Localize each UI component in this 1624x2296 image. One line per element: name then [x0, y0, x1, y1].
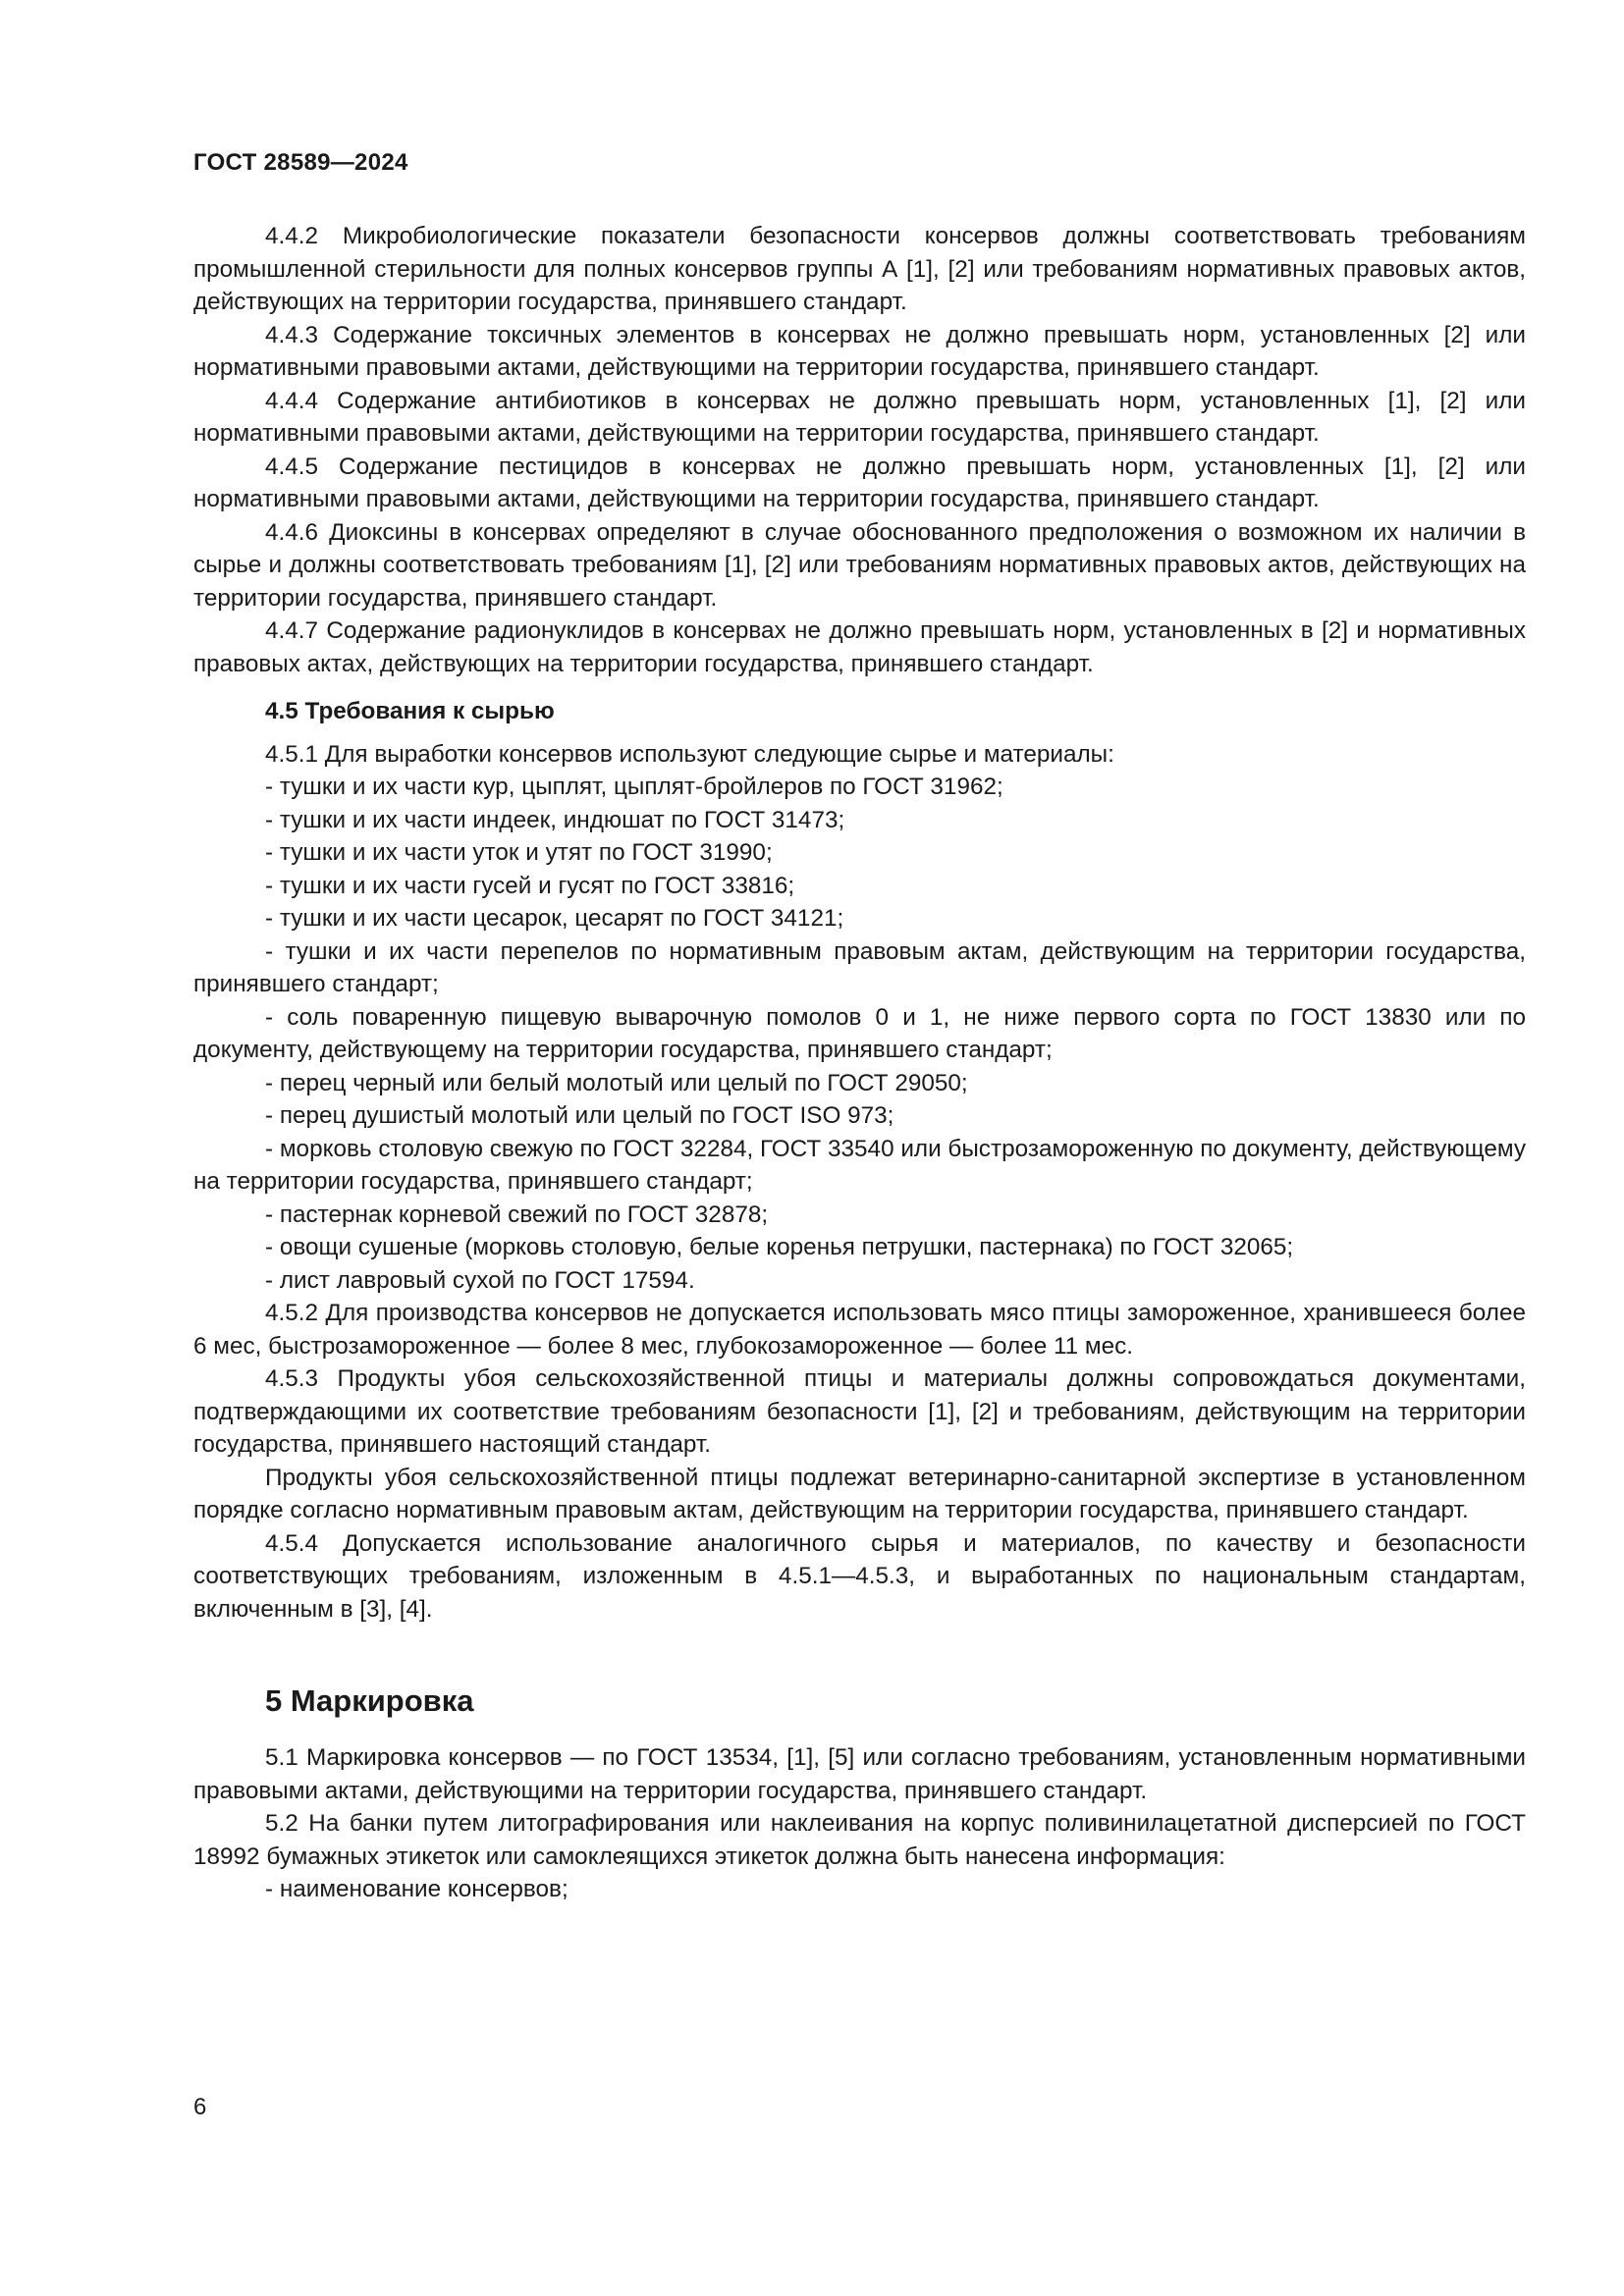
section-5-heading: 5 Маркировка [265, 1683, 474, 1718]
paragraph-4-4-2: 4.4.2 Микробиологические показатели безопасности консервов должны соответствовать требованиям промышленной стерильности для полных консервов группы А [1], [2] или требованиям нормативных правовых актов, действующих на территории государства, принявшего стандарт. [193, 223, 1526, 315]
list-item: - тушки и их части цесарок, цесарят по ГОСТ 34121; [265, 905, 844, 932]
list-item: - соль поваренную пищевую выварочную помолов 0 и 1, не ниже первого сорта по ГОСТ 13830 или по документу, действующему на территории государства, принявшего стандарт; [193, 1003, 1526, 1063]
list-item: - лист лавровый сухой по ГОСТ 17594. [265, 1266, 695, 1294]
paragraph-4-5-4: 4.5.4 Допускается использование аналогичного сырья и материалов, по качеству и безопасности соответствующих требованиям, изложенным в 4.5.1—4.5.3, и выработанных по национальным стандартам, включенным в [3], [4]. [193, 1529, 1526, 1623]
list-item: - морковь столовую свежую по ГОСТ 32284, ГОСТ 33540 или быстрозамороженную по документу, действующему на территории государства, принявшего стандарт; [193, 1135, 1526, 1195]
paragraph-4-4-7: 4.4.7 Содержание радионуклидов в консервах не должно превышать норм, установленных в [2] и нормативных правовых актах, действующих на территории государства, принявшего стандарт. [193, 617, 1526, 677]
document-header: ГОСТ 28589—2024 [193, 149, 408, 176]
list-item: - перец черный или белый молотый или целый по ГОСТ 29050; [265, 1069, 968, 1096]
list-item: - тушки и их части кур, цыплят, цыплят-бройлеров по ГОСТ 31962; [265, 774, 1003, 800]
paragraph-4-4-3: 4.4.3 Содержание токсичных элементов в консервах не должно превышать норм, установленных [2] или нормативными правовыми актами, действующими на территории государства, принявшего стандарт. [193, 321, 1526, 381]
list-item: - овощи сушеные (морковь столовую, белые коренья петрушки, пастернака) по ГОСТ 32065; [265, 1234, 1294, 1260]
list-item: - перец душистый молотый или целый по ГОСТ ISO 973; [265, 1102, 894, 1129]
page-number: 6 [193, 2094, 207, 2120]
paragraph-4-4-5: 4.4.5 Содержание пестицидов в консервах не должно превышать норм, установленных [1], [2] или нормативными правовыми актами, действующими на территории государства, принявшего стандарт. [193, 453, 1526, 512]
list-item: - пастернак корневой свежий по ГОСТ 32878; [265, 1201, 769, 1228]
list-item: - тушки и их части уток и утят по ГОСТ 31990; [265, 839, 773, 866]
paragraph-4-5-3-continued: Продукты убоя сельскохозяйственной птицы подлежат ветеринарно-санитарной экспертизе в установленном порядке согласно нормативным правовым актам, действующим на территории государства, принявшего стандарт. [193, 1464, 1526, 1523]
paragraph-4-4-4: 4.4.4 Содержание антибиотиков в консервах не должно превышать норм, установленных [1], [2] или нормативными правовыми актами, действующими на территории государства, принявшего стандарт. [193, 387, 1526, 447]
paragraph-5-2: 5.2 На банки путем литографирования или наклеивания на корпус поливинилацетатной дисперсией по ГОСТ 18992 бумажных этикеток или самоклеящихся этикеток должна быть нанесена информация: [193, 1810, 1526, 1870]
section-4-5-heading: 4.5 Требования к сырью [265, 698, 555, 724]
paragraph-5-1: 5.1 Маркировка консервов — по ГОСТ 13534, [1], [5] или согласно требованиям, установленным нормативными правовыми актами, действующими на территории государства, принявшего стандарт. [193, 1744, 1526, 1804]
paragraph-4-4-6: 4.4.6 Диоксины в консервах определяют в случае обоснованного предположения о возможном их наличии в сырье и должны соответствовать требованиям [1], [2] или требованиям нормативных правовых актов, действующих на территории государства, принявшего стандарт. [193, 518, 1526, 612]
list-item: - наименование консервов; [265, 1876, 568, 1902]
list-item: - тушки и их части гусей и гусят по ГОСТ 33816; [265, 872, 795, 899]
list-item: - тушки и их части индеек, индюшат по ГОСТ 31473; [265, 806, 845, 833]
paragraph-4-5-2: 4.5.2 Для производства консервов не допускается использовать мясо птицы замороженное, хранившееся более 6 мес, быстрозамороженное — более 8 мес, глубокозамороженное — более 11 мес. [193, 1300, 1526, 1360]
paragraph-4-5-3: 4.5.3 Продукты убоя сельскохозяйственной птицы и материалы должны сопровождаться документами, подтверждающими их соответствие требованиям безопасности [1], [2] и требованиям, действующим на территории государства, принявшего настоящий стандарт. [193, 1365, 1526, 1458]
paragraph-4-5-1: 4.5.1 Для выработки консервов используют следующие сырье и материалы: [265, 740, 1114, 768]
document-body [193, 220, 1526, 1906]
list-item: - тушки и их части перепелов по нормативным правовым актам, действующим на территории государства, принявшего стандарт; [193, 937, 1526, 997]
